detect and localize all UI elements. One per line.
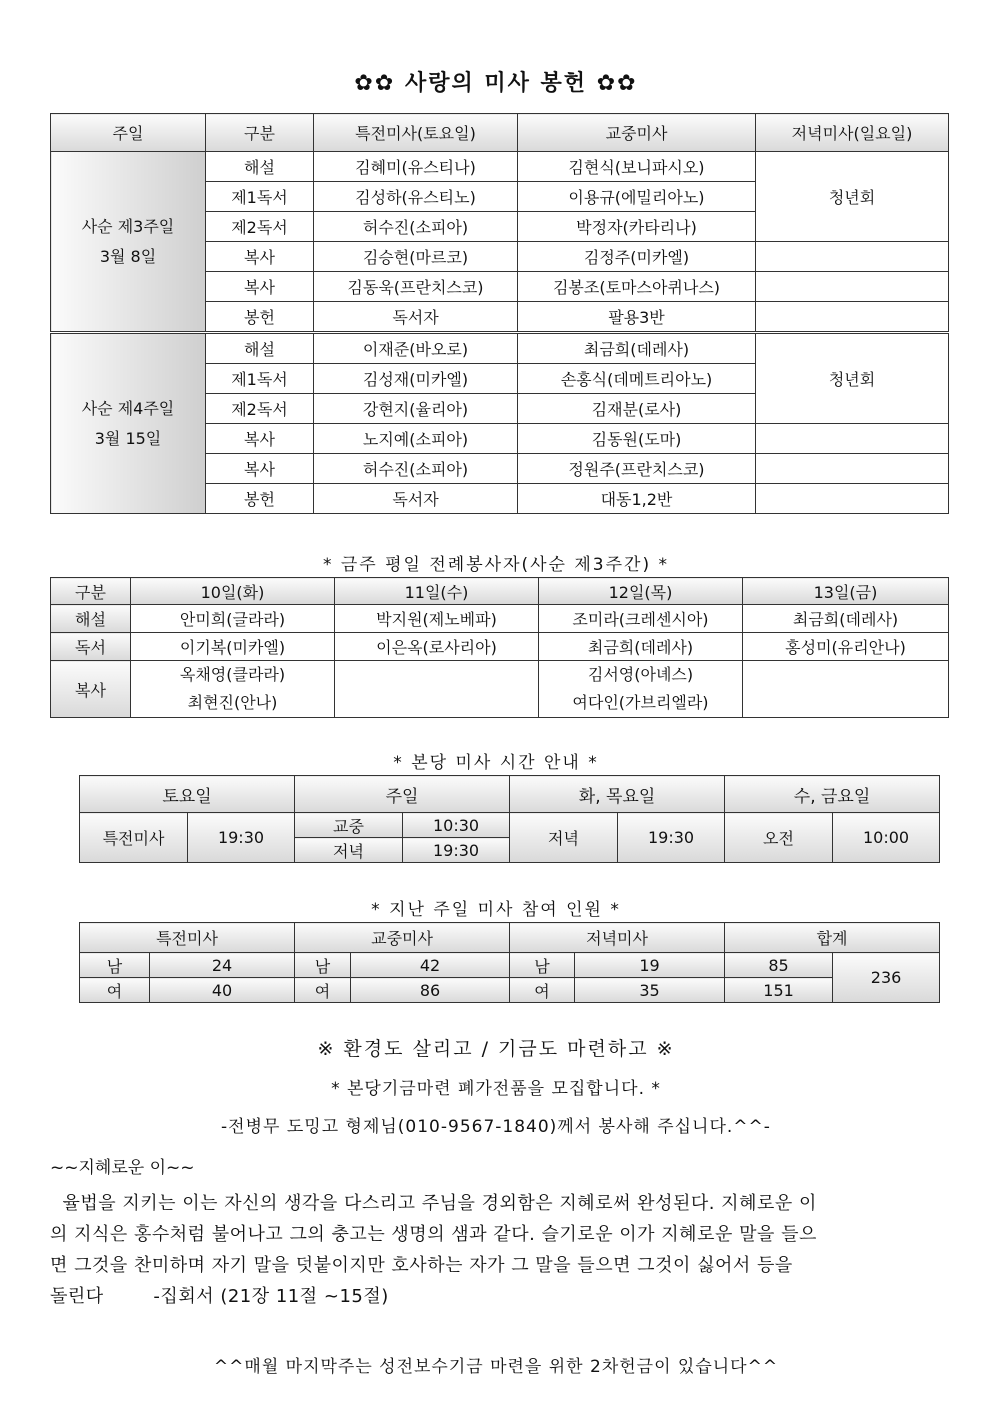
role-cell: 해설 xyxy=(206,333,314,364)
attendance-table xyxy=(79,922,940,1003)
main-cell: 김현식(보니파시오) xyxy=(518,152,756,182)
header-main-mass: 교중미사 xyxy=(518,114,756,152)
header-friday: 13일(금) xyxy=(743,578,949,605)
thursday-cell xyxy=(539,661,743,718)
notice-volunteer: -전병무 도밍고 형제님(010-9567-1840)께서 봉사해 주십니다.^^- xyxy=(221,1117,771,1137)
header-tue-thu: 화, 목요일 xyxy=(510,776,725,813)
mass-service-table xyxy=(50,113,949,514)
header-main-mass: 교중미사 xyxy=(295,923,510,953)
saturday-female: 40 xyxy=(150,978,295,1003)
server-name: 김서영(아녜스) xyxy=(587,665,694,684)
week-cell xyxy=(51,333,206,514)
main-cell: 이용규(에밀리아노) xyxy=(518,182,756,212)
friday-empty-cell xyxy=(743,661,949,718)
header-tuesday: 10일(화) xyxy=(131,578,335,605)
main-cell: 팔용3반 xyxy=(518,302,756,333)
header-wed-fri: 수, 금요일 xyxy=(725,776,940,813)
week-name: 사순 제3주일 xyxy=(81,216,175,236)
footer-notice: ^^매월 마지막주는 성전보수기금 마련을 위한 2차헌금이 있습니다^^ xyxy=(213,1357,779,1377)
server-name: 여다인(가브리엘라) xyxy=(572,693,709,712)
tue-thu-time: 19:30 xyxy=(618,813,725,863)
main-cell: 김봉조(토마스아퀴나스) xyxy=(518,272,756,302)
saturday-cell: 이재준(바오로) xyxy=(314,333,518,364)
main-cell: 대동1,2반 xyxy=(518,484,756,514)
friday-cell: 홍성미(유리안나) xyxy=(743,633,949,661)
evening-cell: 청년회 xyxy=(756,152,949,242)
sunday-main-label: 교중 xyxy=(295,813,403,838)
header-sunday: 주일 xyxy=(51,114,206,152)
wed-fri-label: 오전 xyxy=(725,813,833,863)
role-cell: 봉헌 xyxy=(206,484,314,514)
evening-male: 19 xyxy=(575,953,725,978)
role-cell: 해설 xyxy=(51,605,131,633)
evening-empty-cell xyxy=(756,272,949,302)
header-saturday: 토요일 xyxy=(80,776,295,813)
evening-empty-cell xyxy=(756,424,949,454)
role-cell: 복사 xyxy=(206,272,314,302)
header-evening-mass: 저녁미사 xyxy=(510,923,725,953)
header-saturday-mass: 특전미사 xyxy=(80,923,295,953)
role-cell: 제1독서 xyxy=(206,364,314,394)
thursday-cell: 조미라(크레센시아) xyxy=(539,605,743,633)
week-name: 사순 제4주일 xyxy=(81,398,175,418)
role-cell: 해설 xyxy=(206,152,314,182)
sunday-evening-time: 19:30 xyxy=(403,838,510,863)
table-row xyxy=(80,813,940,838)
week-date: 3월 8일 xyxy=(99,246,157,266)
main-cell: 박정자(카타리나) xyxy=(518,212,756,242)
wisdom-paragraph xyxy=(50,1188,946,1312)
paragraph-line: 의 지식은 홍수처럼 불어나고 그의 충고는 생명의 샘과 같다. 슬기로운 이가 지혜로운 말을 들으 xyxy=(50,1224,817,1245)
role-cell: 독서 xyxy=(51,633,131,661)
paragraph-line: 면 그것을 찬미하며 자기 말을 덧붙이지만 호사하는 자가 그 말을 들으면 그것이 싫어서 등을 xyxy=(50,1255,793,1276)
paragraph-line: 율법을 지키는 이는 자신의 생각을 다스리고 주님을 경외함은 지혜로써 완성된다. 지혜로운 이 xyxy=(50,1193,817,1214)
header-role: 구분 xyxy=(206,114,314,152)
role-cell: 제2독서 xyxy=(206,394,314,424)
table-row xyxy=(80,978,940,1003)
saturday-cell: 김성재(미카엘) xyxy=(314,364,518,394)
total-female: 151 xyxy=(725,978,833,1003)
table-row xyxy=(51,605,949,633)
main-female: 86 xyxy=(351,978,510,1003)
saturday-cell: 김승현(마르코) xyxy=(314,242,518,272)
wed-fri-time: 10:00 xyxy=(833,813,940,863)
saturday-male: 24 xyxy=(150,953,295,978)
wednesday-empty-cell xyxy=(335,661,539,718)
sunday-evening-label: 저녁 xyxy=(295,838,403,863)
role-cell: 복사 xyxy=(206,424,314,454)
main-cell: 최금희(데레사) xyxy=(518,333,756,364)
evening-empty-cell xyxy=(756,302,949,333)
paragraph-line: 돌린다 -집회서 (21장 11절 ~15절) xyxy=(50,1286,389,1307)
saturday-time: 19:30 xyxy=(188,813,295,863)
tuesday-cell xyxy=(131,661,335,718)
role-cell: 제2독서 xyxy=(206,212,314,242)
tuesday-cell: 이기복(미카엘) xyxy=(131,633,335,661)
wisdom-heading: ~~지혜로운 이~~ xyxy=(50,1158,195,1178)
week-date: 3월 15일 xyxy=(94,428,162,448)
header-sunday: 주일 xyxy=(295,776,510,813)
grand-total: 236 xyxy=(833,953,940,1003)
male-label: 남 xyxy=(510,953,575,978)
schedule-title: * 본당 미사 시간 안내 * xyxy=(393,753,599,773)
server-name: 옥채영(클라라) xyxy=(179,665,286,684)
page-title: ✿✿ 사랑의 미사 봉헌 ✿✿ xyxy=(354,71,638,96)
saturday-cell: 김성하(유스티노) xyxy=(314,182,518,212)
attendance-title: * 지난 주일 미사 참여 인원 * xyxy=(371,900,621,920)
saturday-cell: 허수진(소피아) xyxy=(314,454,518,484)
role-cell: 제1독서 xyxy=(206,182,314,212)
evening-empty-cell xyxy=(756,484,949,514)
role-cell: 복사 xyxy=(206,454,314,484)
saturday-cell: 독서자 xyxy=(314,302,518,333)
tuesday-cell: 안미희(글라라) xyxy=(131,605,335,633)
main-male: 42 xyxy=(351,953,510,978)
main-cell: 손홍식(데메트리아노) xyxy=(518,364,756,394)
table-row xyxy=(51,633,949,661)
female-label: 여 xyxy=(80,978,150,1003)
main-cell: 김동원(도마) xyxy=(518,424,756,454)
female-label: 여 xyxy=(295,978,351,1003)
table-row xyxy=(80,953,940,978)
header-total: 합계 xyxy=(725,923,940,953)
server-name: 최현진(안나) xyxy=(187,693,278,712)
weekday-title: * 금주 평일 전례봉사자(사순 제3주간) * xyxy=(322,555,669,575)
saturday-cell: 독서자 xyxy=(314,484,518,514)
evening-empty-cell xyxy=(756,242,949,272)
saturday-cell: 김혜미(유스티나) xyxy=(314,152,518,182)
header-thursday: 12일(목) xyxy=(539,578,743,605)
main-cell: 김정주(미카엘) xyxy=(518,242,756,272)
saturday-label: 특전미사 xyxy=(80,813,188,863)
wednesday-cell: 박지원(제노베파) xyxy=(335,605,539,633)
header-saturday-mass: 특전미사(토요일) xyxy=(314,114,518,152)
table-row xyxy=(51,333,949,364)
main-cell: 정원주(프란치스코) xyxy=(518,454,756,484)
saturday-cell: 허수진(소피아) xyxy=(314,212,518,242)
role-cell: 복사 xyxy=(206,242,314,272)
notice-headline: ※ 환경도 살리고 / 기금도 마련하고 ※ xyxy=(317,1038,675,1060)
mass-schedule-table xyxy=(79,775,940,863)
female-label: 여 xyxy=(510,978,575,1003)
notice-collection: * 본당기금마련 폐가전품을 모집합니다. * xyxy=(331,1079,661,1099)
wednesday-cell: 이은옥(로사리아) xyxy=(335,633,539,661)
saturday-cell: 김동욱(프란치스코) xyxy=(314,272,518,302)
header-evening-mass: 저녁미사(일요일) xyxy=(756,114,949,152)
week-cell xyxy=(51,152,206,333)
table-row xyxy=(51,152,949,182)
tue-thu-label: 저녁 xyxy=(510,813,618,863)
evening-cell: 청년회 xyxy=(756,333,949,424)
saturday-cell: 강현지(율리아) xyxy=(314,394,518,424)
evening-empty-cell xyxy=(756,454,949,484)
thursday-cell: 최금희(데레사) xyxy=(539,633,743,661)
weekday-servers-table xyxy=(50,577,949,718)
main-cell: 김재분(로사) xyxy=(518,394,756,424)
male-label: 남 xyxy=(80,953,150,978)
header-wednesday: 11일(수) xyxy=(335,578,539,605)
role-cell: 복사 xyxy=(51,661,131,718)
role-cell: 봉헌 xyxy=(206,302,314,333)
sunday-main-time: 10:30 xyxy=(403,813,510,838)
male-label: 남 xyxy=(295,953,351,978)
total-male: 85 xyxy=(725,953,833,978)
evening-female: 35 xyxy=(575,978,725,1003)
header-role: 구분 xyxy=(51,578,131,605)
friday-cell: 최금희(데레사) xyxy=(743,605,949,633)
saturday-cell: 노지예(소피아) xyxy=(314,424,518,454)
